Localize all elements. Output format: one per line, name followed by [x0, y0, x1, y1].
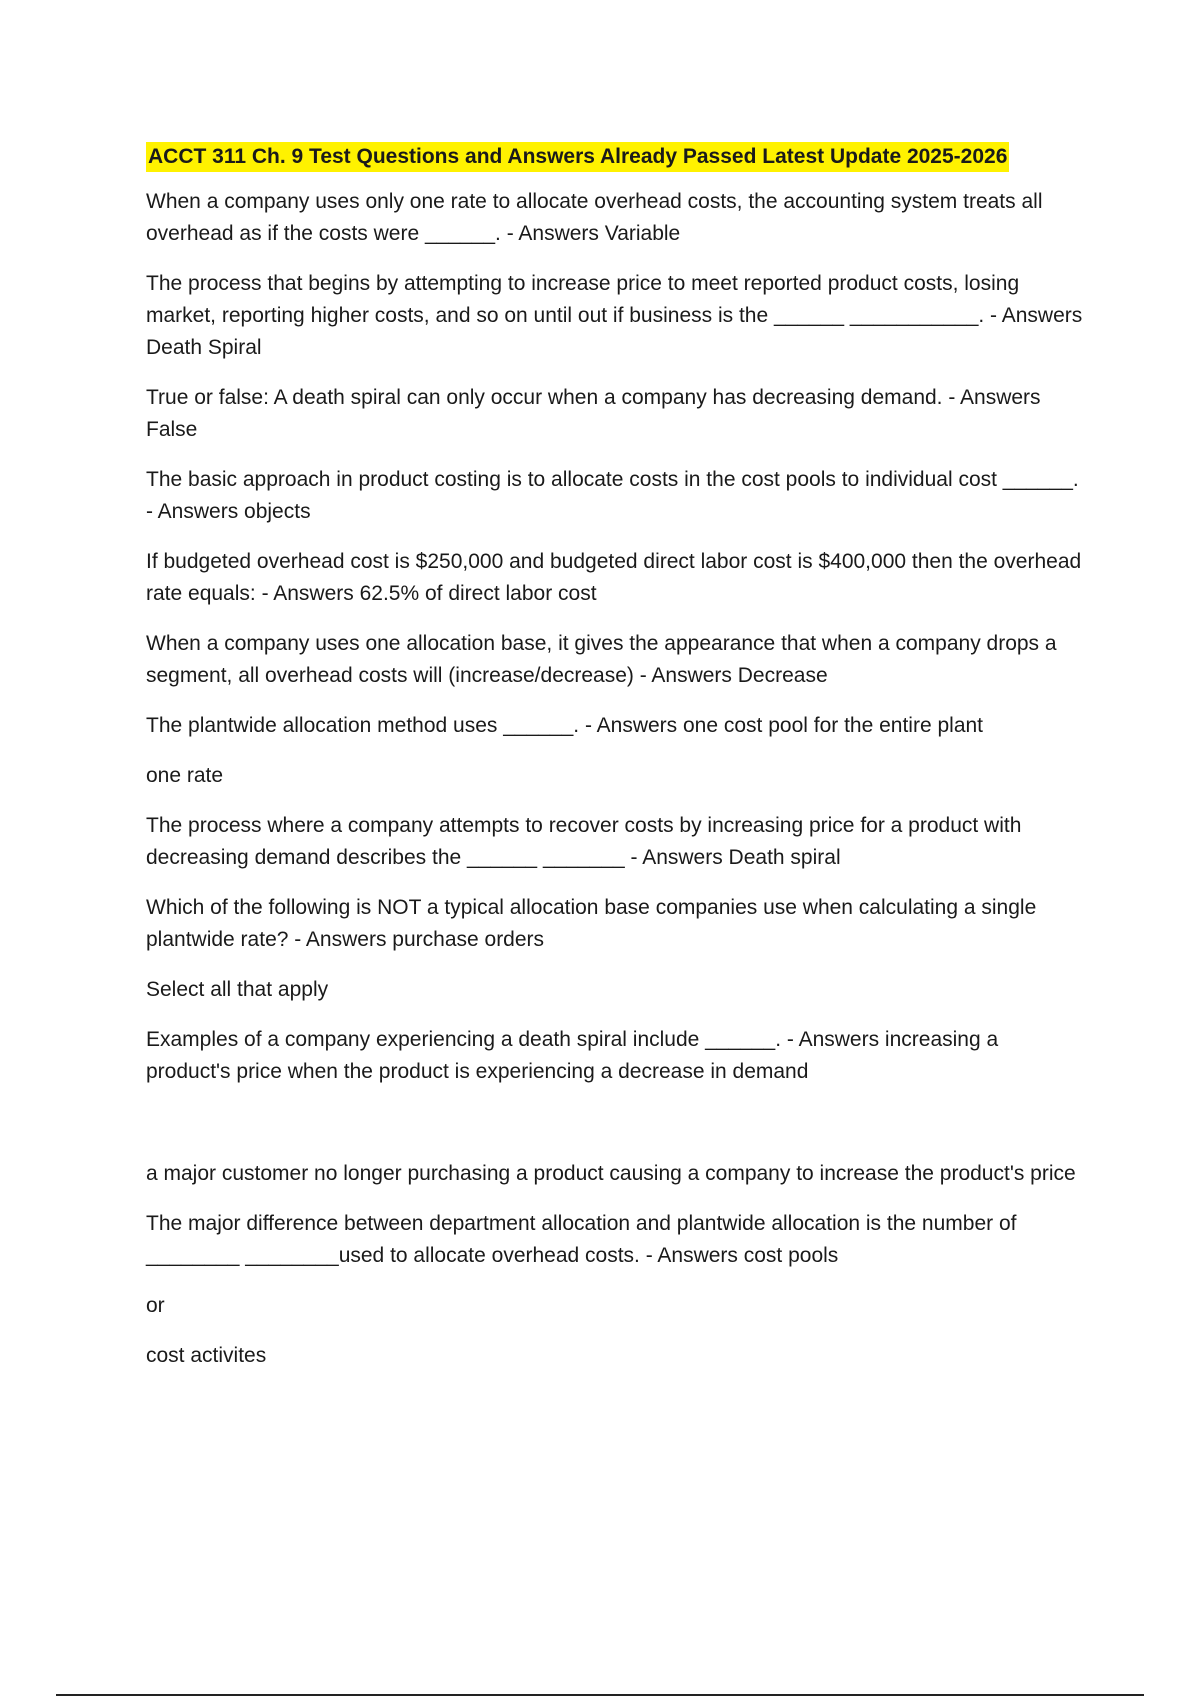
qa-paragraph: When a company uses only one rate to allocate overhead costs, the accounting system treats all overhead as if the costs were ______. - Answers Variable [146, 190, 1043, 245]
document-title: ACCT 311 Ch. 9 Test Questions and Answers Already Passed Latest Update 2025-2026 [146, 142, 1009, 172]
qa-paragraph: When a company uses one allocation base, it gives the appearance that when a company drops a segment, all overhead costs will (increase/decrease) - Answers Decrease [146, 632, 1057, 687]
qa-paragraph: The process that begins by attempting to increase price to meet reported product costs, losing market, reporting higher costs, and so on until out if business is the ______ ___________. - Answers Death Spiral [146, 272, 1083, 359]
qa-paragraph: The plantwide allocation method uses ______. - Answers one cost pool for the entire plant [146, 714, 984, 737]
qa-paragraph: Examples of a company experiencing a death spiral include ______. - Answers increasing a product's price when the product is experiencing a decrease in demand [146, 1028, 999, 1083]
qa-paragraph: Which of the following is NOT a typical allocation base companies use when calculating a single plantwide rate? - Answers purchase orders [146, 896, 1037, 951]
qa-paragraph: True or false: A death spiral can only occur when a company has decreasing demand. - Answers False [146, 386, 1041, 441]
qa-paragraph: If budgeted overhead cost is $250,000 and budgeted direct labor cost is $400,000 then the overhead rate equals: - Answers 62.5% of direct labor cost [146, 550, 1082, 605]
qa-paragraph: cost activites [146, 1344, 267, 1367]
footer-divider [56, 1694, 1144, 1696]
qa-paragraph: The major difference between department allocation and plantwide allocation is the number of ________ ________used to allocate overhead costs. - Answers cost pools [146, 1212, 1017, 1267]
qa-paragraph: Select all that apply [146, 978, 329, 1001]
qa-paragraph: a major customer no longer purchasing a product causing a company to increase the product's price [146, 1162, 1076, 1185]
qa-paragraph: or [146, 1294, 165, 1317]
document-body [146, 142, 1086, 1390]
qa-paragraph: one rate [146, 764, 224, 787]
qa-paragraph: The process where a company attempts to recover costs by increasing price for a product with decreasing demand describes the ______ _______ - Answers Death spiral [146, 814, 1022, 869]
qa-paragraph: The basic approach in product costing is to allocate costs in the cost pools to individual cost ______. - Answers objects [146, 468, 1079, 523]
